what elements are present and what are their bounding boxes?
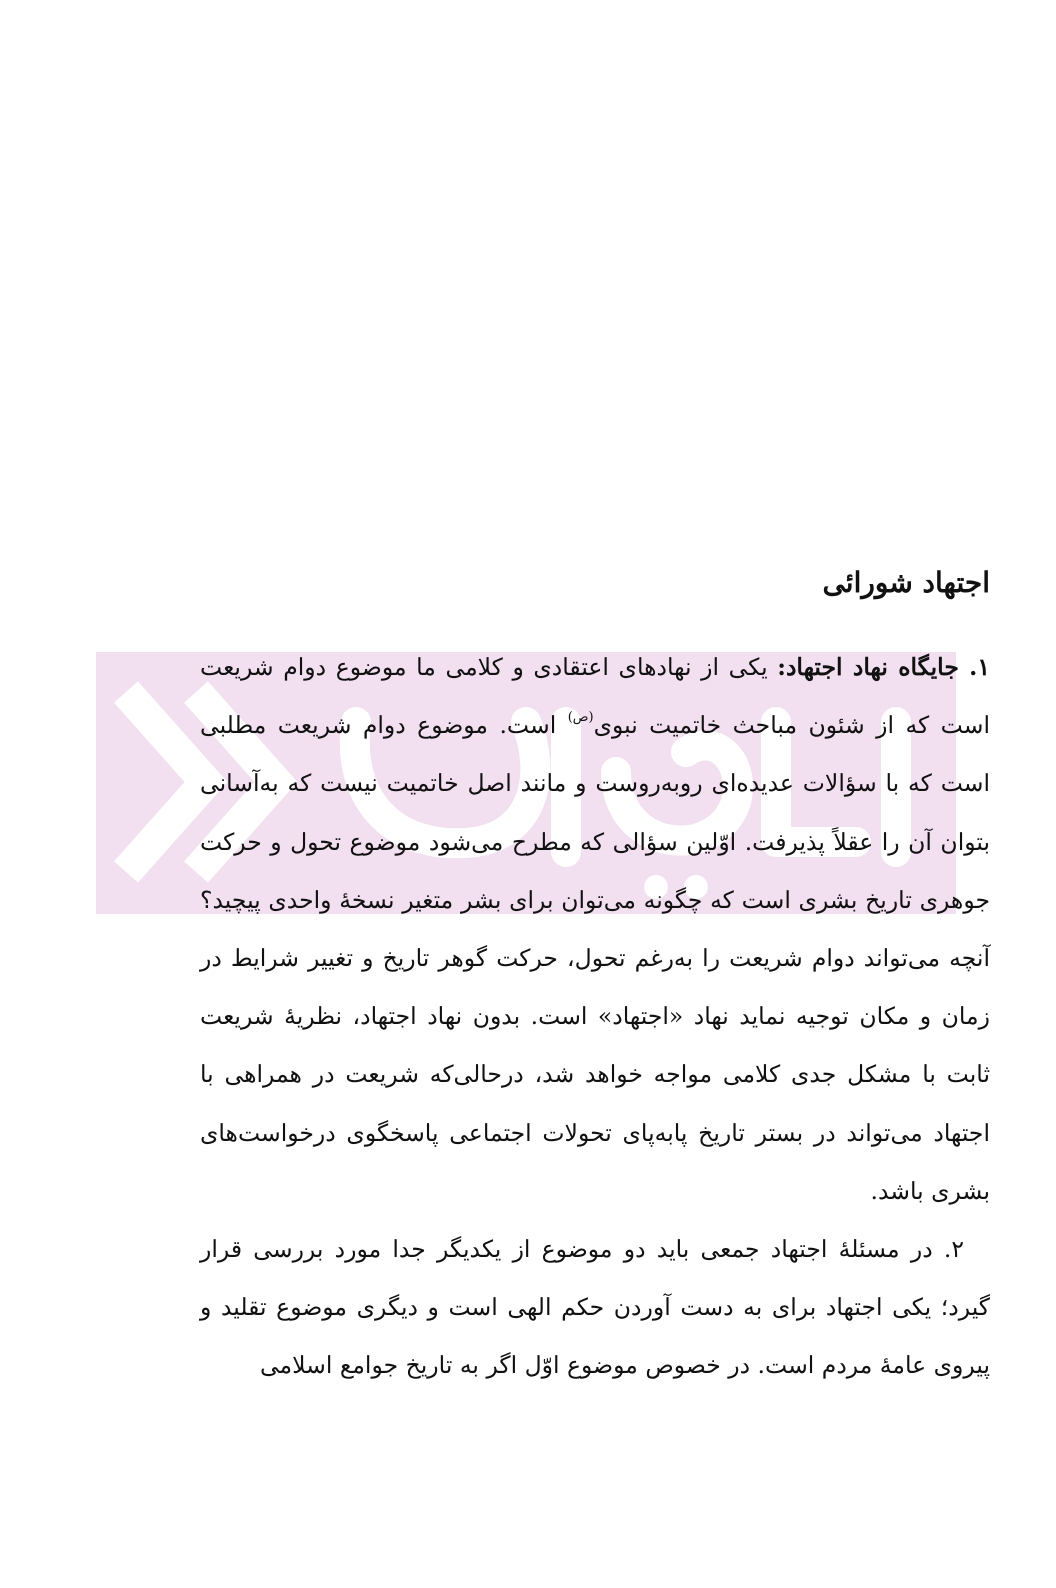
- paragraph-1: [200, 638, 990, 1220]
- paragraph-1-superscript: (ص): [567, 710, 594, 726]
- document-page: [200, 548, 990, 1395]
- paragraph-1-title: ۱. جایگاه نهاد اجتهاد:: [777, 653, 990, 681]
- paragraph-1-text-b: است. موضوع دوام شریعت مطلبی است که با سؤالات عدیده‌ای روبه‌روست و مانند اصل خاتمیت نیست که به‌آسانی بتوان آن را عقلاً پذیرفت. اوّلین سؤالی که مطرح می‌شود موضوع تحول و حرکت جوهری تاریخ بشری است که چگونه می‌توان برای بشر متغیر نسخهٔ واحدی پیچید؟ آنچه می‌تواند دوام شریعت را به‌رغم تحول، حرکت گوهر تاریخ و تغییر شرایط در زمان و مکان توجیه نماید نهاد «اجتهاد» است. بدون نهاد اجتهاد، نظریهٔ شریعت ثابت با مشکل جدی کلامی مواجه خواهد شد، درحالی‌که شریعت در همراهی با اجتهاد می‌تواند در بستر تاریخ پابه‌پای تحولات اجتماعی پاسخگوی درخواست‌های بشری باشد.: [200, 711, 990, 1205]
- paragraph-2: ۲. در مسئلهٔ اجتهاد جمعی باید دو موضوع از یکدیگر جدا مورد بررسی قرار گیرد؛ یکی اجتهاد برای به دست آوردن حکم الهی است و دیگری موضوع تقلید و پیروی عامهٔ مردم است. در خصوص موضوع اوّل اگر به تاریخ جوامع اسلامی: [200, 1235, 990, 1380]
- paragraph-1-text-a: یکی از نهادهای اعتقادی و کلامی ما موضوع دوام شریعت است که از شئون مباحث خاتمیت نبوی: [200, 653, 990, 740]
- section-heading: اجتهاد شورائی: [822, 566, 990, 599]
